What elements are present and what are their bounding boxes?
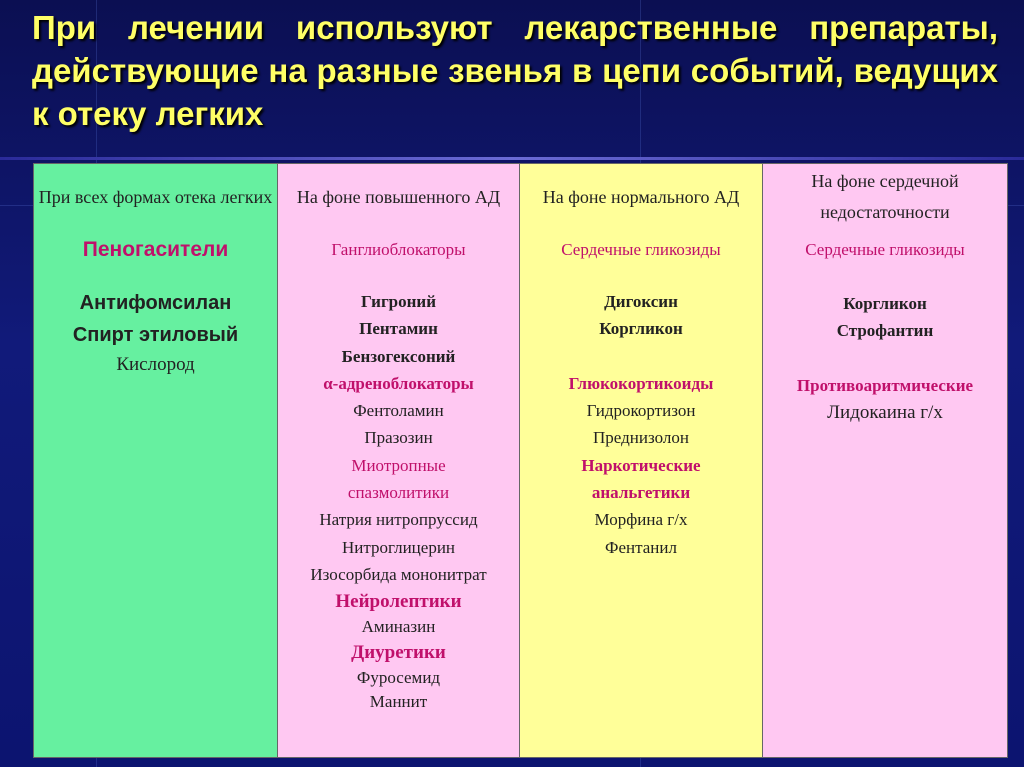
column-header bbox=[278, 164, 519, 230]
column-high-bp bbox=[278, 164, 520, 757]
column-subheader bbox=[34, 233, 277, 267]
list-item: Спирт этиловый bbox=[72, 324, 239, 346]
list-item: Празозин bbox=[364, 428, 433, 448]
list-item: Наркотические bbox=[581, 455, 701, 475]
list-item: Строфантин bbox=[836, 321, 934, 341]
column-header bbox=[763, 164, 1007, 230]
list-item: Гидрокортизон bbox=[586, 401, 696, 421]
subheader-text: Сердечные гликозиды bbox=[805, 240, 965, 259]
list-item: Коргликон bbox=[599, 319, 683, 339]
column-all-forms bbox=[34, 164, 278, 757]
list-spacer bbox=[763, 345, 1007, 372]
list-item: Нитроглицерин bbox=[341, 537, 456, 557]
column-body bbox=[278, 288, 519, 714]
column-body bbox=[520, 288, 762, 561]
subheader-text: Сердечные гликозиды bbox=[561, 240, 721, 259]
list-item: Коргликон bbox=[843, 294, 927, 313]
column-body bbox=[34, 287, 277, 378]
list-item: Изосорбида мононитрат bbox=[310, 564, 487, 584]
list-item: Аминазин bbox=[361, 617, 436, 637]
list-item: Глюкокортикоиды bbox=[568, 373, 714, 393]
list-item: Антифомсилан bbox=[79, 292, 232, 314]
column-body bbox=[763, 290, 1007, 426]
list-item: Маннит bbox=[369, 692, 428, 712]
title-divider bbox=[0, 157, 1024, 160]
column-header-text: На фоне повышенного АД bbox=[296, 186, 501, 207]
column-header-text: На фоне нормального АД bbox=[542, 186, 740, 207]
slide-title: При лечении используют лекарственные препараты, действующие на разные звенья в цепи событий, ведущих к отеку легких bbox=[32, 9, 998, 132]
list-item: спазмолитики bbox=[347, 483, 450, 503]
column-subheader bbox=[520, 236, 762, 263]
list-spacer bbox=[520, 343, 762, 370]
subheader-text: Ганглиоблокаторы bbox=[331, 240, 466, 259]
list-item: Гигроний bbox=[360, 292, 437, 311]
list-item: Морфина г/х bbox=[594, 510, 688, 530]
list-item: Фентоламин bbox=[353, 401, 444, 421]
list-item: анальгетики bbox=[591, 483, 691, 503]
list-item: Противоаритмические bbox=[796, 375, 974, 395]
list-item: Фуросемид bbox=[356, 668, 441, 688]
column-header-text: На фоне сердечной недостаточности bbox=[811, 171, 959, 222]
list-item: Преднизолон bbox=[593, 428, 689, 448]
list-item: Миотропные bbox=[351, 455, 446, 475]
column-header-text: При всех формах отека легких bbox=[38, 186, 273, 207]
list-item: Кислород bbox=[116, 354, 195, 375]
column-normal-bp bbox=[520, 164, 763, 757]
column-subheader bbox=[278, 236, 519, 263]
list-item: Натрия нитропруссид bbox=[319, 510, 478, 530]
subheader-text: Пеногасители bbox=[82, 238, 229, 261]
list-item: Дигоксин bbox=[604, 292, 678, 311]
drug-table bbox=[33, 163, 1008, 758]
list-item: Диуретики bbox=[351, 642, 446, 664]
column-subheader bbox=[763, 236, 1007, 263]
column-heart-failure bbox=[763, 164, 1007, 757]
list-item: Лидокаина г/х bbox=[827, 402, 943, 424]
list-item: Бензогексоний bbox=[341, 346, 456, 366]
column-header bbox=[520, 164, 762, 230]
list-item: Нейролептики bbox=[335, 591, 462, 613]
list-item: Пентамин bbox=[359, 319, 438, 339]
list-item: Фентанил bbox=[605, 537, 677, 557]
column-header bbox=[34, 164, 277, 230]
list-item: α-адреноблокаторы bbox=[323, 373, 474, 393]
